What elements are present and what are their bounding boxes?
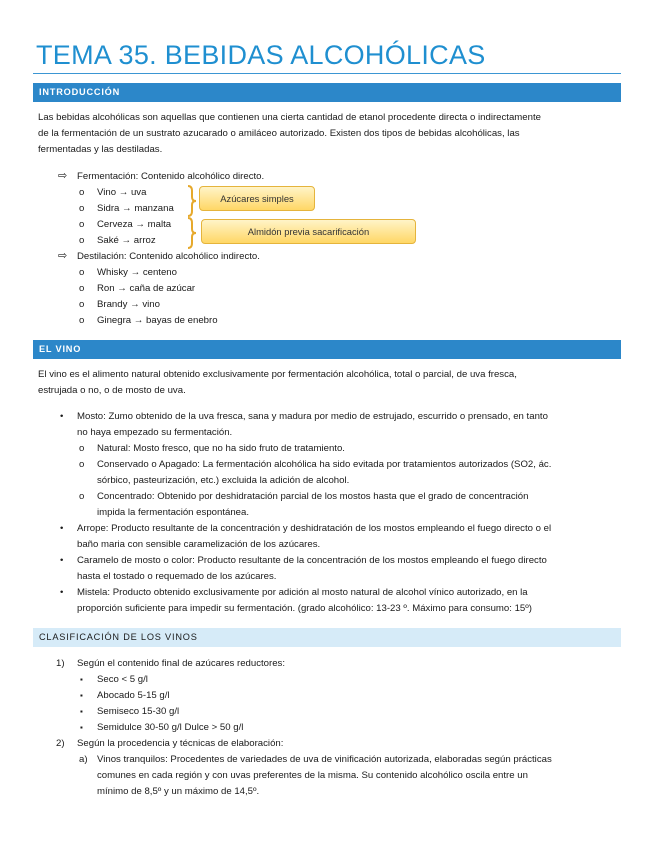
mosto-natural: Natural: Mosto fresco, que no ha sido fruto de tratamiento. (97, 443, 345, 454)
section-heading-el-vino: EL VINO (33, 340, 621, 359)
arrow-bullet-icon: ⇨ (58, 250, 68, 262)
fermented-item-cerveza: Cerveza → malta (97, 219, 172, 230)
arrope-line-2: baño maria con sensible caramelización de los azúcares. (77, 539, 321, 550)
callout-azucares-simples: Azúcares simples (199, 186, 315, 211)
mosto-line-1: Mosto: Zumo obtenido de la uva fresca, sana y madura por medio de estrujado, escurrido o prensado, en tanto (77, 411, 548, 422)
sugar-semidulce-dulce: Semidulce 30-50 g/l Dulce > 50 g/l (97, 722, 244, 733)
distilled-item-brandy: Brandy → vino (97, 299, 160, 310)
section-heading-clasificacion: CLASIFICACIÓN DE LOS VINOS (33, 628, 621, 647)
wine-paragraph-line-2: estrujada o no, o de mosto de uva. (38, 385, 186, 396)
fermented-item-sidra: Sidra → manzana (97, 203, 174, 214)
circle-bullet-icon: o (79, 283, 85, 294)
bullet-icon: • (60, 523, 64, 534)
sugar-seco: Seco < 5 g/l (97, 674, 148, 685)
callout-almidon: Almidón previa sacarificación (201, 219, 416, 244)
mosto-line-2: no haya empezado su fermentación. (77, 427, 233, 438)
fermented-item-sake: Saké → arroz (97, 235, 156, 246)
intro-paragraph-line-2: de la fermentación de un sustrato azucarado o amiláceo autorizado. Existen dos tipos de bebidas alcohólicas, las (38, 128, 520, 139)
distilled-item-whisky: Whisky → centeno (97, 267, 177, 278)
vinos-tranquilos-line-3: mínimo de 8,5º y un máximo de 14,5º. (97, 786, 260, 797)
circle-bullet-icon: o (79, 203, 85, 214)
mosto-conservado-line-1: Conservado o Apagado: La fermentación alcohólica ha sido evitada por tratamientos autorizados (SO2, ác. (97, 459, 552, 470)
mosto-concentrado-line-2: impida la fermentación espontánea. (97, 507, 249, 518)
title-underline (33, 73, 621, 74)
curly-brace-icon (186, 185, 198, 217)
square-bullet-icon: ▪ (80, 707, 83, 716)
fermented-item-vino: Vino → uva (97, 187, 147, 198)
classification-item-1: Según el contenido final de azúcares reductores: (77, 658, 285, 669)
page-title: TEMA 35. BEBIDAS ALCOHÓLICAS (36, 40, 486, 70)
mistela-line-2: proporción suficiente para impedir su fermentación. (grado alcohólico: 13-23 º. Máximo para consumo: 15º) (77, 603, 532, 614)
sugar-semiseco: Semiseco 15-30 g/l (97, 706, 180, 717)
caramelo-line-2: hasta el tostado o requemado de los azúcares. (77, 571, 277, 582)
circle-bullet-icon: o (79, 491, 85, 502)
circle-bullet-icon: o (79, 443, 85, 454)
circle-bullet-icon: o (79, 267, 85, 278)
classification-item-2: Según la procedencia y técnicas de elaboración: (77, 738, 284, 749)
curly-brace-icon (186, 217, 198, 249)
distillation-label: Destilación: Contenido alcohólico indirecto. (77, 251, 260, 262)
bullet-icon: • (60, 411, 64, 422)
circle-bullet-icon: o (79, 459, 85, 470)
intro-paragraph-line-3: fermentadas y las destiladas. (38, 144, 163, 155)
vinos-tranquilos-line-2: comunes en cada región y con uvas preferentes de la misma. Su contenido alcohólico oscila entre un (97, 770, 528, 781)
mosto-conservado-line-2: sórbico, pasteurización, etc.) excluida la adición de alcohol. (97, 475, 350, 486)
bullet-icon: • (60, 587, 64, 598)
fermentation-label: Fermentación: Contenido alcohólico directo. (77, 171, 265, 182)
distilled-item-ginegra: Ginegra → bayas de enebro (97, 315, 218, 326)
square-bullet-icon: ▪ (80, 675, 83, 684)
square-bullet-icon: ▪ (80, 691, 83, 700)
intro-paragraph-line-1: Las bebidas alcohólicas son aquellas que contienen una cierta cantidad de etanol procedente directa o indirectamente (38, 112, 541, 123)
circle-bullet-icon: o (79, 187, 85, 198)
mistela-line-1: Mistela: Producto obtenido exclusivamente por adición al mosto natural de alcohol vínico autorizado, en la (77, 587, 528, 598)
distilled-item-ron: Ron → caña de azúcar (97, 283, 196, 294)
letter-marker: a) (79, 754, 88, 765)
vinos-tranquilos-line-1: Vinos tranquilos: Procedentes de variedades de uva de vinificación autorizada, elaboradas según prácticas (97, 754, 552, 765)
circle-bullet-icon: o (79, 315, 85, 326)
arrow-bullet-icon: ⇨ (58, 170, 68, 182)
circle-bullet-icon: o (79, 219, 85, 230)
number-marker: 1) (56, 658, 65, 669)
sugar-abocado: Abocado 5-15 g/l (97, 690, 170, 701)
arrope-line-1: Arrope: Producto resultante de la concentración y deshidratación de los mostos empleando el fuego directo o el (77, 523, 552, 534)
wine-paragraph-line-1: El vino es el alimento natural obtenido exclusivamente por fermentación alcohólica, total o parcial, de uva fresca, (38, 369, 517, 380)
circle-bullet-icon: o (79, 299, 85, 310)
section-heading-introduccion: INTRODUCCIÓN (33, 83, 621, 102)
bullet-icon: • (60, 555, 64, 566)
caramelo-line-1: Caramelo de mosto o color: Producto resultante de la concentración de los mostos empleando el fuego directo (77, 555, 547, 566)
mosto-concentrado-line-1: Concentrado: Obtenido por deshidratación parcial de los mostos hasta que el grado de concentración (97, 491, 529, 502)
square-bullet-icon: ▪ (80, 723, 83, 732)
number-marker: 2) (56, 738, 65, 749)
circle-bullet-icon: o (79, 235, 85, 246)
